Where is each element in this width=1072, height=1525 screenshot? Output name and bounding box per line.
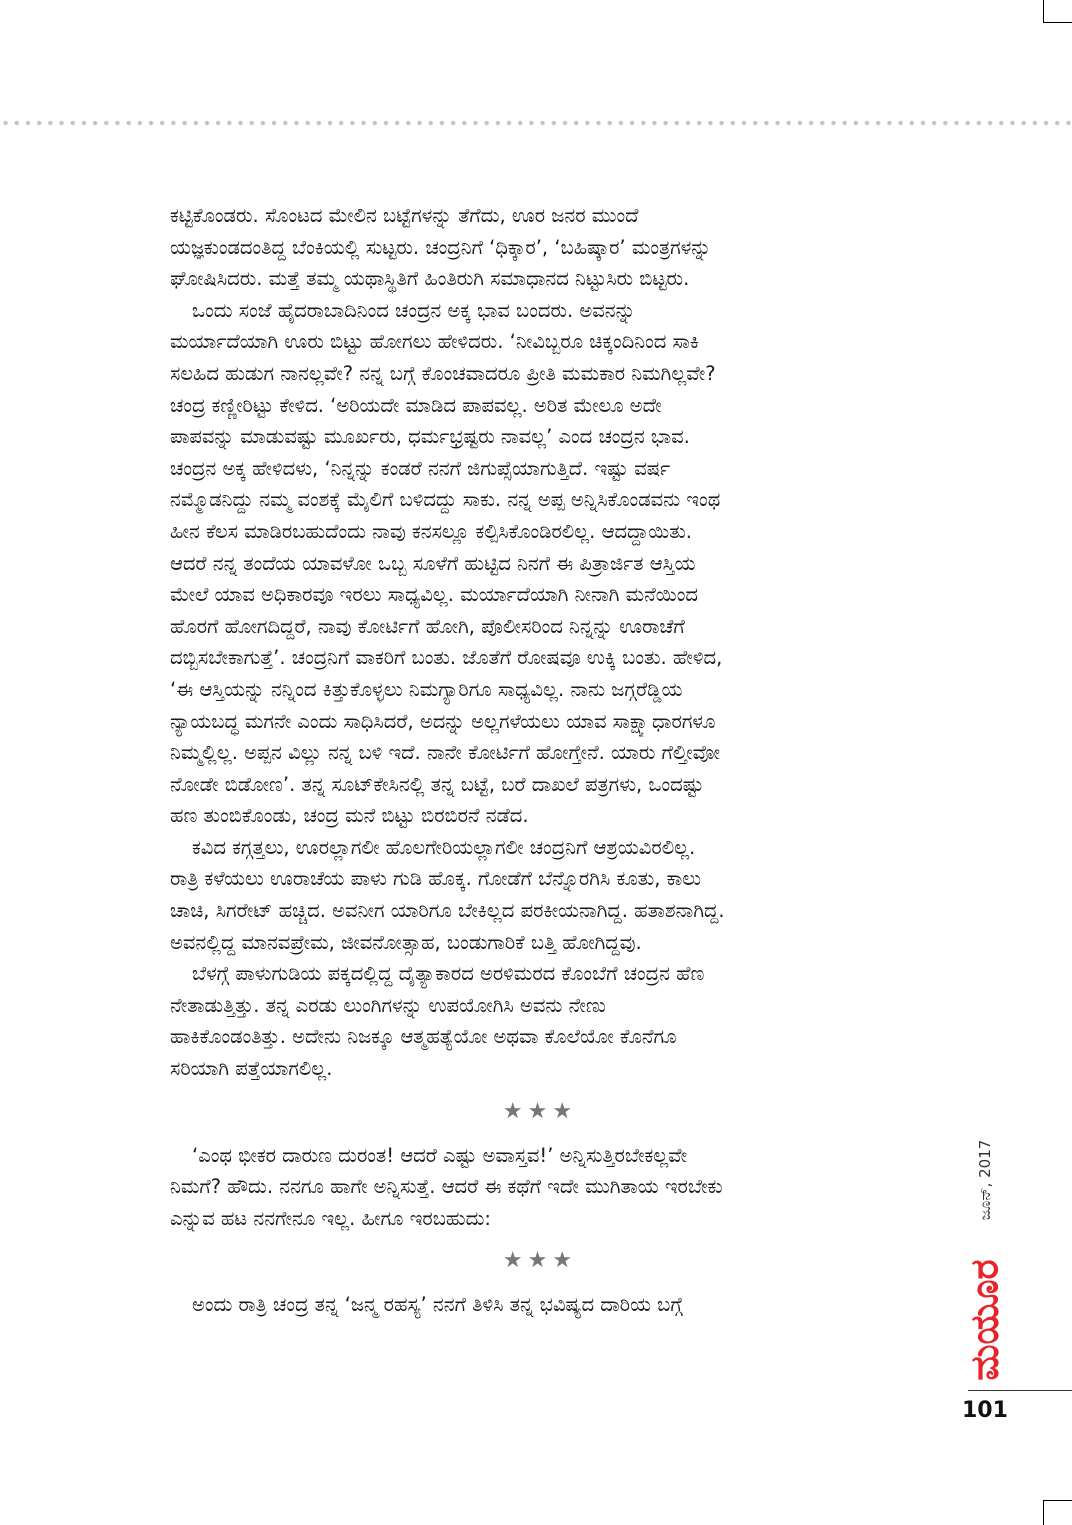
sidebar	[955, 1125, 1015, 1405]
text-line: ಹಣ ತುಂಬಿಕೊಂಡು, ಚಂದ್ರ ಮನೆ ಬಿಟ್ಟು ಬಿರಬಿರನೆ ನಡೆದ.	[170, 804, 529, 828]
text-line: ಮೇಲೆ ಯಾವ ಅಧಿಕಾರವೂ ಇರಲು ಸಾಧ್ಯವಿಲ್ಲ. ಮರ್ಯಾದೆಯಾಗಿ ನೀನಾಗಿ ಮನೆಯಿಂದ	[170, 583, 698, 607]
paragraph	[170, 832, 910, 958]
text-line: ಅವನಲ್ಲಿದ್ದ ಮಾನವಪ್ರೇಮ, ಜೀವನೋತ್ಸಾಹ, ಬಂಡುಗಾರಿಕೆ ಬತ್ತಿ ಹೋಗಿದ್ದವು.	[170, 930, 642, 954]
text-line: ಚಂದ್ರನ ಅಕ್ಕ ಹೇಳಿದಳು, ‘ನಿನ್ನನ್ನು ಕಂಡರೆ ನನಗೆ ಜಿಗುಪ್ಸೆಯಾಗುತ್ತಿದೆ. ಇಷ್ಟು ವರ್ಷ	[170, 456, 671, 480]
text-line: ಸರಿಯಾಗಿ ಪತ್ತೆಯಾಗಲಿಲ್ಲ.	[170, 1057, 333, 1081]
text-line: ನೇತಾಡುತ್ತಿತ್ತು. ತನ್ನ ಎರಡು ಲುಂಗಿಗಳನ್ನು ಉಪಯೋಗಿಸಿ ಅವನು ನೇಣು	[170, 993, 606, 1017]
text-line: ದಬ್ಬಿಸಬೇಕಾಗುತ್ತೆ’. ಚಂದ್ರನಿಗೆ ವಾಕರಿಗೆ ಬಂತು. ಜೊತೆಗೆ ರೋಷವೂ ಉಕ್ಕಿ ಬಂತು. ಹೇಳಿದ,	[170, 646, 723, 670]
paragraph	[170, 295, 910, 832]
crop-mark-bottom	[1043, 1500, 1044, 1525]
text-line: ನಿಮಗೆ? ಹೌದು. ನನಗೂ ಹಾಗೇ ಅನ್ನಿಸುತ್ತೆ. ಆದರೆ ಈ ಕಥೆಗೆ ಇದೇ ಮುಗಿತಾಯ ಇರಬೇಕು	[170, 1175, 723, 1199]
text-line: ಸಲಹಿದ ಹುಡುಗ ನಾನಲ್ಲವೇ? ನನ್ನ ಬಗ್ಗೆ ಕೊಂಚವಾದರೂ ಪ್ರೀತಿ ಮಮಕಾರ ನಿಮಗಿಲ್ಲವೇ?	[170, 361, 716, 385]
text-line: ನಿಮ್ಮಲ್ಲಿಲ್ಲ. ಅಪ್ಪನ ವಿಲ್ಲು ನನ್ನ ಬಳಿ ಇದೆ. ನಾನೇ ಕೋರ್ಟಿಗೆ ಹೋಗ್ತೇನೆ. ಯಾರು ಗೆಲ್ತೀವೋ	[170, 741, 720, 765]
text-line: ರಾತ್ರಿ ಕಳೆಯಲು ಊರಾಚೆಯ ಪಾಳು ಗುಡಿ ಹೊಕ್ಕ. ಗೋಡೆಗೆ ಬೆನ್ನೊರಗಿಸಿ ಕೂತು, ಕಾಲು	[170, 867, 702, 891]
text-line: ‘ಎಂಥ ಭೀಕರ ದಾರುಣ ದುರಂತ! ಆದರೆ ಎಷ್ಟು ಅವಾಸ್ತವ!’ ಅನ್ನಿಸುತ್ತಿರಬೇಕಲ್ಲವೇ	[192, 1143, 688, 1167]
text-line: ಆದರೆ ನನ್ನ ತಂದೆಯ ಯಾವಳೋ ಒಬ್ಬ ಸೂಳೆಗೆ ಹುಟ್ಟಿದ ನಿನಗೆ ಈ ಪಿತ್ರಾರ್ಜಿತ ಆಸ್ತಿಯ	[170, 551, 696, 575]
crop-mark-top	[1043, 0, 1044, 22]
text-line: ಪಾಪವನ್ನು ಮಾಡುವಷ್ಟು ಮೂರ್ಖರು, ಧರ್ಮಭ್ರಷ್ಟರು ನಾವಲ್ಲ’ ಎಂದ ಚಂದ್ರನ ಭಾವ.	[170, 425, 690, 449]
paragraph	[170, 1140, 910, 1235]
text-line: ಹಾಕಿಕೊಂಡಂತಿತ್ತು. ಅದೇನು ನಿಜಕ್ಕೂ ಆತ್ಮಹತ್ಯೆಯೋ ಅಥವಾ ಕೊಲೆಯೋ ಕೊನೆಗೂ	[170, 1025, 677, 1049]
text-line: ಚಂದ್ರ ಕಣ್ಣೀರಿಟ್ಟು ಕೇಳಿದ. ‘ಅರಿಯದೇ ಮಾಡಿದ ಪಾಪವಲ್ಲ. ಅರಿತ ಮೇಲೂ ಅದೇ	[170, 393, 662, 417]
text-line: ಒಂದು ಸಂಜೆ ಹೈದರಾಬಾದಿನಿಂದ ಚಂದ್ರನ ಅಕ್ಕ ಭಾವ ಬಂದರು. ಅವನನ್ನು	[192, 298, 636, 322]
page-number-rule	[968, 1390, 1072, 1391]
text-line: ‘ಈ ಆಸ್ತಿಯನ್ನು ನನ್ನಿಂದ ಕಿತ್ತುಕೊಳ್ಳಲು ನಿಮಗ್ಯಾರಿಗೂ ಸಾಧ್ಯವಿಲ್ಲ. ನಾನು ಜಗ್ಗರೆಡ್ಡಿಯ	[170, 677, 683, 701]
text-line: ಹೀನ ಕೆಲಸ ಮಾಡಿರಬಹುದೆಂದು ನಾವು ಕನಸಲ್ಲೂ ಕಲ್ಪಿಸಿಕೊಂಡಿರಲಿಲ್ಲ. ಆದದ್ದಾಯಿತು.	[170, 519, 692, 543]
text-line: ಕಟ್ಟಿಕೊಂಡರು. ಸೊಂಟದ ಮೇಲಿನ ಬಟ್ಟೆಗಳನ್ನು ತೆಗೆದು, ಊರ ಜನರ ಮುಂದೆ	[170, 204, 639, 227]
text-line: ಕವಿದ ಕಗ್ಗತ್ತಲು, ಊರಲ್ಲಾಗಲೀ ಹೊಲಗೇರಿಯಲ್ಲಾಗಲೀ ಚಂದ್ರನಿಗೆ ಆಶ್ರಯವಿರಲಿಲ್ಲ.	[192, 835, 696, 859]
paragraph	[170, 1289, 910, 1321]
text-line: ಮರ್ಯಾದೆಯಾಗಿ ಊರು ಬಿಟ್ಟು ಹೋಗಲು ಹೇಳಿದರು. ‘ನೀವಿಬ್ಬರೂ ಚಿಕ್ಕಂದಿನಿಂದ ಸಾಕಿ	[170, 330, 699, 354]
text-line: ಅಂದು ರಾತ್ರಿ ಚಂದ್ರ ತನ್ನ ‘ಜನ್ಮ ರಹಸ್ಯ’ ನನಗೆ ತಿಳಿಸಿ ತನ್ನ ಭವಿಷ್ಯದ ದಾರಿಯ ಬಗ್ಗೆ	[192, 1293, 683, 1317]
text-line: ಚಾಚಿ, ಸಿಗರೇಟ್ ಹಚ್ಚಿದ. ಅವನೀಗ ಯಾರಿಗೂ ಬೇಕಿಲ್ಲದ ಪರಕೀಯನಾಗಿದ್ದ. ಹತಾಶನಾಗಿದ್ದ.	[170, 899, 725, 923]
dotted-header-rule	[0, 120, 1072, 126]
section-separator: ★★★	[502, 1248, 578, 1274]
paragraph	[170, 958, 910, 1084]
text-line: ನೋಡೇ ಬಿಡೋಣ’. ತನ್ನ ಸೂಟ್‌ಕೇಸಿನಲ್ಲಿ ತನ್ನ ಬಟ್ಟೆ, ಬರೆ ದಾಖಲೆ ಪತ್ರಗಳು, ಒಂದಷ್ಟು	[170, 772, 704, 796]
crop-mark-top	[1043, 22, 1072, 23]
text-line: ಘೋಷಿಸಿದರು. ಮತ್ತೆ ತಮ್ಮ ಯಥಾಸ್ಥಿತಿಗೆ ಹಿಂತಿರುಗಿ ಸಮಾಧಾನದ ನಿಟ್ಟುಸಿರು ಬಿಟ್ಟರು.	[170, 267, 690, 291]
text-line: ಯಜ್ಞಕುಂಡದಂತಿದ್ದ ಬೆಂಕಿಯಲ್ಲಿ ಸುಟ್ಟರು. ಚಂದ್ರನಿಗೆ ‘ಧಿಕ್ಕಾರ’, ‘ಬಹಿಷ್ಕಾರ’ ಮಂತ್ರಗಳನ್ನು	[170, 235, 711, 259]
section-separator: ★★★	[502, 1098, 578, 1124]
text-line: ಹೊರಗೆ ಹೋಗದಿದ್ದರೆ, ನಾವು ಕೋರ್ಟಿಗೆ ಹೋಗಿ, ಪೊಲೀಸರಿಂದ ನಿನ್ನನ್ನು ಊರಾಚೆಗೆ	[170, 614, 685, 638]
text-line: ಎನ್ನುವ ಹಟ ನನಗೇನೂ ಇಲ್ಲ. ಹೀಗೂ ಇರಬಹುದು:	[170, 1206, 491, 1230]
text-line: ನಮ್ಮೊಡನಿದ್ದು ನಮ್ಮ ವಂಶಕ್ಕೆ ಮೈಲಿಗೆ ಬಳಿದದ್ದು ಸಾಕು. ನನ್ನ ಅಪ್ಪ ಅನ್ನಿಸಿಕೊಂಡವನು ಇಂಥ	[170, 488, 721, 512]
article-body	[170, 200, 910, 1321]
paragraph	[170, 200, 910, 295]
magazine-logo-text: ಮಯೂರ	[962, 1259, 1007, 1381]
text-line: ನ್ಯಾಯಬದ್ಧ ಮಗನೇ ಎಂದು ಸಾಧಿಸಿದರೆ, ಅದನ್ನು ಅಲ್ಲಗಳೆಯಲು ಯಾವ ಸಾಕ್ಷ್ಯಾಧಾರಗಳೂ	[170, 709, 716, 733]
page-number: 101	[962, 1398, 1008, 1423]
text-line: ಬೆಳಗ್ಗೆ ಪಾಳುಗುಡಿಯ ಪಕ್ಕದಲ್ಲಿದ್ದ ದೈತ್ಯಾಕಾರದ ಅರಳಿಮರದ ಕೊಂಬೆಗೆ ಚಂದ್ರನ ಹೆಣ	[192, 962, 705, 986]
issue-date	[955, 1125, 1015, 1235]
magazine-logo	[955, 1240, 1015, 1400]
issue-date-text: ಜೂನ್, 2017	[976, 1139, 994, 1221]
crop-mark-bottom	[1043, 1500, 1072, 1501]
